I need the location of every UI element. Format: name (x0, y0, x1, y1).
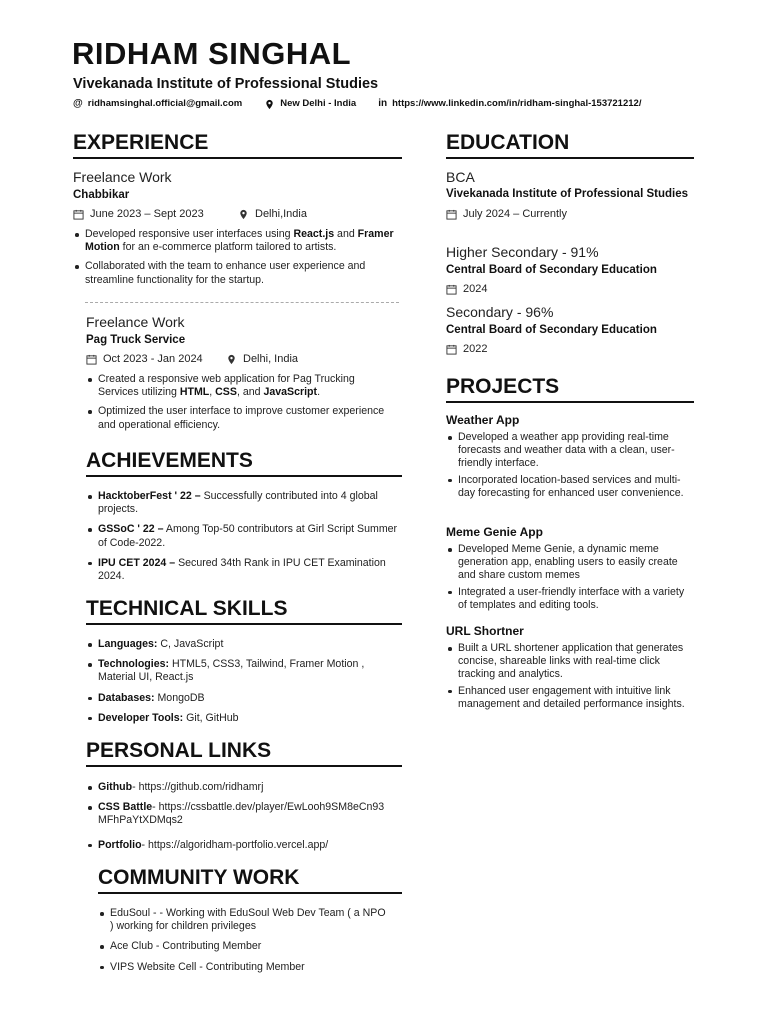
linkedin-icon: in (378, 98, 388, 109)
list-item: GSSoC ' 22 – Among Top-50 contributors at Girl Script Summer of Code-2022. (86, 523, 400, 549)
bullet-list (446, 642, 694, 711)
calendar-icon (446, 209, 457, 220)
list-item: EduSoul - - Working with EduSoul Web Dev Team ( a NPO ) working for children privileges (98, 907, 388, 933)
achievements-list (86, 490, 400, 583)
contact-location (264, 98, 356, 110)
location: Delhi,India (255, 208, 307, 220)
section-achievements: ACHIEVEMENTS (86, 448, 402, 477)
calendar-icon (446, 344, 457, 355)
date-range: June 2023 – Sept 2023 (90, 208, 204, 220)
community-list (98, 907, 388, 974)
list-item: Databases: MongoDB (86, 692, 400, 705)
section-personal-links: PERSONAL LINKS (86, 738, 402, 767)
bullet-list (446, 431, 694, 500)
section-education: EDUCATION (446, 130, 694, 159)
role-title: Freelance Work (86, 314, 185, 330)
entry-meta (73, 208, 402, 221)
list-item: Built a URL shortener application that generates concise, shareable links with real-time click tracking and analytics. (446, 642, 694, 682)
contact-email[interactable] (73, 98, 242, 110)
map-pin-icon (264, 99, 275, 110)
entry-meta (446, 343, 694, 356)
project-url-shortner (446, 624, 694, 711)
experience-entry-1 (73, 169, 402, 287)
institute-subtitle: Vivekanada Institute of Professional Studies (73, 76, 379, 92)
date-range: Oct 2023 - Jan 2024 (103, 353, 203, 365)
at-icon: @ (73, 98, 83, 109)
education-entry-1 (446, 169, 694, 221)
email-text: ridhamsinghal.official@gmail.com (87, 98, 243, 109)
list-item: Integrated a user-friendly interface with a variety of templates and editing tools. (446, 586, 694, 612)
section-projects: PROJECTS (446, 374, 694, 403)
linkedin-url: https://www.linkedin.com/in/ridham-singhal-153721212/ (392, 98, 642, 109)
list-item: Technologies: HTML5, CSS3, Tailwind, Framer Motion , Material UI, React.js (86, 658, 400, 684)
map-pin-icon (238, 209, 249, 220)
link-portfolio[interactable]: Portfolio- https://algoridham-portfolio.vercel.app/ (86, 839, 386, 852)
project-title: URL Shortner (446, 624, 524, 638)
project-meme-genie (446, 525, 694, 612)
contact-linkedin[interactable] (378, 98, 641, 110)
list-item: Developed responsive user interfaces using React.js and Framer Motion for an e-commerce platform tailored to artists. (73, 228, 402, 254)
school: Vivekanada Institute of Professional Studies (446, 188, 688, 200)
section-experience: EXPERIENCE (73, 130, 402, 159)
list-item: VIPS Website Cell - Contributing Member (98, 961, 388, 974)
organization: Chabbikar (73, 189, 130, 201)
bullet-list (86, 373, 398, 432)
degree: BCA (446, 169, 475, 185)
link-cssbattle[interactable]: CSS Battle- https://cssbattle.dev/player/EwLooh9SM8eCn93MFhPaYtXDMqs2 (86, 801, 386, 827)
location: Delhi, India (243, 353, 299, 365)
list-item: Developed a weather app providing real-time forecasts and weather data with a clean, user-friendly interface. (446, 431, 694, 471)
project-title: Weather App (446, 413, 520, 427)
project-weather-app (446, 413, 694, 500)
entry-meta (446, 283, 694, 296)
date: 2022 (463, 343, 488, 355)
links-list (86, 781, 386, 852)
degree: Higher Secondary - 91% (446, 244, 599, 260)
section-technical-skills: TECHNICAL SKILLS (86, 596, 402, 625)
list-item: Languages: C, JavaScript (86, 638, 400, 651)
skills-list (86, 638, 400, 725)
project-title: Meme Genie App (446, 525, 543, 539)
calendar-icon (86, 354, 97, 365)
section-community-work: COMMUNITY WORK (98, 865, 402, 894)
education-entry-3 (446, 304, 694, 356)
education-entry-2 (446, 244, 694, 296)
calendar-icon (73, 209, 84, 220)
list-item: Enhanced user engagement with intuitive link management and detailed performance insights. (446, 685, 694, 711)
bullet-list (446, 543, 694, 612)
entry-meta (446, 208, 694, 221)
bullet-list (73, 228, 402, 287)
candidate-name: RIDHAM SINGHAL (72, 36, 352, 71)
role-title: Freelance Work (73, 169, 172, 185)
calendar-icon (446, 284, 457, 295)
date: 2024 (463, 283, 488, 295)
list-item: IPU CET 2024 – Secured 34th Rank in IPU CET Examination 2024. (86, 557, 400, 583)
school: Central Board of Secondary Education (446, 264, 657, 276)
contact-bar (73, 98, 641, 110)
degree: Secondary - 96% (446, 304, 554, 320)
list-item: Created a responsive web application for Pag Trucking Services utilizing HTML, CSS, and JavaScript. (86, 373, 398, 399)
list-item: Optimized the user interface to improve customer experience and operational efficiency. (86, 405, 398, 431)
entry-meta (86, 353, 398, 366)
link-github[interactable]: Github- https://github.com/ridhamrj (86, 781, 386, 794)
list-item: HacktoberFest ' 22 – Successfully contributed into 4 global projects. (86, 490, 400, 516)
organization: Pag Truck Service (86, 334, 186, 346)
school: Central Board of Secondary Education (446, 324, 657, 336)
list-item: Incorporated location-based services and multi-day forecasting for enhanced user convenience. (446, 474, 694, 500)
list-item: Collaborated with the team to enhance user experience and streamline functionality for the startup. (73, 260, 402, 286)
location-text: New Delhi - India (280, 98, 357, 109)
list-item: Ace Club - Contributing Member (98, 940, 388, 953)
entry-divider (85, 302, 399, 303)
list-item: Developer Tools: Git, GitHub (86, 712, 400, 725)
date: July 2024 – Currently (463, 207, 567, 220)
list-item: Developed Meme Genie, a dynamic meme generation app, enabling users to easily create and share custom memes (446, 543, 694, 583)
experience-entry-2 (86, 314, 398, 432)
map-pin-icon (226, 354, 237, 365)
